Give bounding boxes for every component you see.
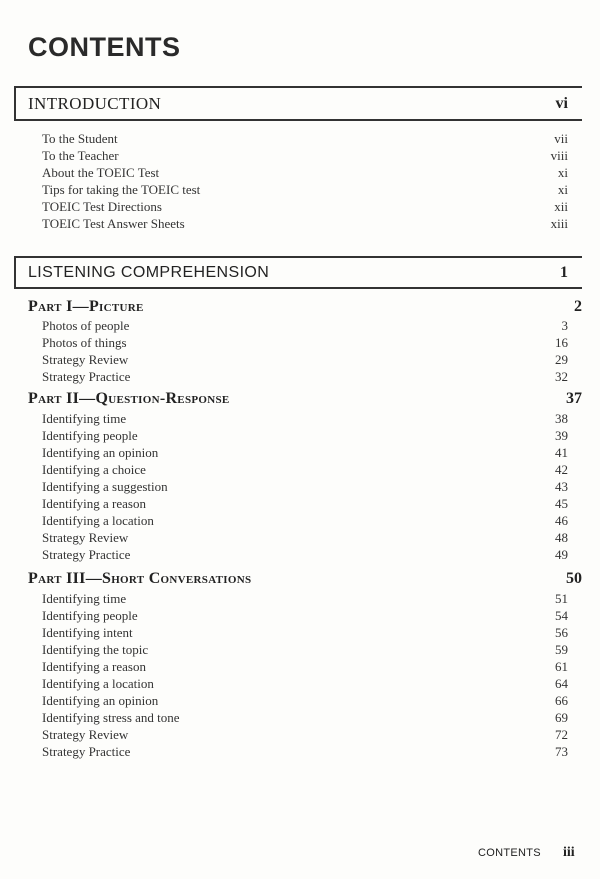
toc-entry-title: TOEIC Test Answer Sheets <box>42 216 185 231</box>
part-1-heading[interactable] <box>28 298 582 316</box>
toc-entry-title: Identifying a suggestion <box>42 479 168 494</box>
toc-entry[interactable] <box>0 335 600 352</box>
toc-entry[interactable] <box>0 411 600 428</box>
toc-entry[interactable] <box>0 625 600 642</box>
toc-entry-page: vii <box>554 131 568 146</box>
toc-entry-page: 46 <box>555 513 568 528</box>
toc-entry-title: Identifying people <box>42 608 138 623</box>
toc-entry-title: Identifying a choice <box>42 462 146 477</box>
toc-entry[interactable] <box>0 496 600 513</box>
toc-entry[interactable] <box>0 352 600 369</box>
part-3-list <box>0 591 600 761</box>
toc-entry-page: 43 <box>555 479 568 494</box>
section-introduction[interactable] <box>14 86 582 121</box>
toc-entry-title: About the TOEIC Test <box>42 165 160 180</box>
introduction-list <box>0 131 600 233</box>
footer-label: CONTENTS <box>478 847 541 859</box>
toc-entry-title: Strategy Practice <box>42 744 131 759</box>
section-listening-page: 1 <box>560 263 568 281</box>
toc-entry-page: viii <box>550 148 568 163</box>
toc-entry-page: xii <box>554 199 568 214</box>
toc-entry-title: Identifying an opinion <box>42 445 159 460</box>
toc-entry-title: TOEIC Test Directions <box>42 199 162 214</box>
part-2-label: Part II—Question-Response <box>28 390 230 407</box>
toc-entry-title: Identifying a reason <box>42 496 146 511</box>
toc-entry-page: 3 <box>561 318 568 333</box>
toc-entry[interactable] <box>0 318 600 335</box>
toc-entry-title: Strategy Review <box>42 352 129 367</box>
toc-entry[interactable] <box>0 591 600 608</box>
toc-entry[interactable] <box>0 659 600 676</box>
toc-entry-page: 45 <box>555 496 568 511</box>
toc-entry-page: 16 <box>555 335 568 350</box>
toc-entry[interactable] <box>0 182 600 199</box>
toc-entry-title: Identifying a location <box>42 513 154 528</box>
part-3-heading[interactable] <box>28 570 582 588</box>
toc-entry[interactable] <box>0 462 600 479</box>
toc-entry[interactable] <box>0 608 600 625</box>
toc-entry-page: 56 <box>555 625 568 640</box>
toc-entry[interactable] <box>0 479 600 496</box>
toc-entry-page: 66 <box>555 693 568 708</box>
part-2-heading[interactable] <box>28 390 582 408</box>
section-introduction-label: INTRODUCTION <box>28 93 162 113</box>
part-3-page: 50 <box>566 570 582 587</box>
section-introduction-page: vi <box>555 94 568 112</box>
part-3-label: Part III—Short Conversations <box>28 570 252 587</box>
toc-entry-page: 72 <box>555 727 568 742</box>
part-1-label: Part I—Picture <box>28 298 144 315</box>
toc-entry-page: 51 <box>555 591 568 606</box>
toc-entry-page: 38 <box>555 411 568 426</box>
toc-entry-page: 59 <box>555 642 568 657</box>
toc-entry[interactable] <box>0 676 600 693</box>
toc-entry-title: Identifying stress and tone <box>42 710 180 725</box>
toc-entry-title: To the Student <box>42 131 118 146</box>
toc-entry[interactable] <box>0 693 600 710</box>
toc-entry-page: 32 <box>555 369 568 384</box>
toc-entry[interactable] <box>0 148 600 165</box>
toc-entry-title: Identifying time <box>42 411 127 426</box>
part-2-list <box>0 411 600 564</box>
part-1-page: 2 <box>574 298 582 315</box>
toc-entry-title: Identifying intent <box>42 625 133 640</box>
section-listening-comprehension[interactable] <box>14 256 582 289</box>
toc-entry[interactable] <box>0 199 600 216</box>
toc-entry-title: Strategy Practice <box>42 547 131 562</box>
toc-entry-page: 61 <box>555 659 568 674</box>
part-1-list <box>0 318 600 386</box>
toc-entry-page: 64 <box>555 676 568 691</box>
toc-entry-page: 41 <box>555 445 568 460</box>
toc-entry-title: Identifying a reason <box>42 659 146 674</box>
toc-entry-title: Strategy Practice <box>42 369 131 384</box>
toc-entry-title: Photos of things <box>42 335 127 350</box>
toc-entry-page: 49 <box>555 547 568 562</box>
toc-entry[interactable] <box>0 710 600 727</box>
toc-entry-page: 42 <box>555 462 568 477</box>
toc-entry-title: Tips for taking the TOEIC test <box>42 182 201 197</box>
toc-entry[interactable] <box>0 727 600 744</box>
toc-entry[interactable] <box>0 744 600 761</box>
toc-entry-page: 69 <box>555 710 568 725</box>
toc-entry[interactable] <box>0 445 600 462</box>
toc-entry[interactable] <box>0 131 600 148</box>
toc-entry-title: Identifying a location <box>42 676 154 691</box>
toc-entry[interactable] <box>0 530 600 547</box>
toc-entry-title: Identifying time <box>42 591 127 606</box>
toc-entry-title: Strategy Review <box>42 530 129 545</box>
toc-entry-title: Strategy Review <box>42 727 129 742</box>
toc-entry[interactable] <box>0 428 600 445</box>
toc-entry[interactable] <box>0 642 600 659</box>
toc-entry[interactable] <box>0 165 600 182</box>
toc-entry-title: Identifying an opinion <box>42 693 159 708</box>
toc-entry-page: xi <box>557 165 568 180</box>
footer-page-number: iii <box>563 845 575 860</box>
toc-entry[interactable] <box>0 547 600 564</box>
page-title: CONTENTS <box>28 32 181 62</box>
toc-entry[interactable] <box>0 513 600 530</box>
toc-entry-page: 54 <box>555 608 568 623</box>
toc-entry-title: To the Teacher <box>42 148 119 163</box>
toc-entry-page: 29 <box>555 352 568 367</box>
toc-entry[interactable] <box>0 216 600 233</box>
section-listening-label: LISTENING COMPREHENSION <box>28 263 270 281</box>
part-2-page: 37 <box>566 390 582 407</box>
toc-entry-title: Identifying the topic <box>42 642 149 657</box>
toc-entry-page: xiii <box>550 216 568 231</box>
toc-entry[interactable] <box>0 369 600 386</box>
toc-entry-page: 39 <box>555 428 568 443</box>
toc-entry-page: xi <box>557 182 568 197</box>
toc-entry-title: Identifying people <box>42 428 138 443</box>
toc-entry-title: Photos of people <box>42 318 130 333</box>
toc-entry-page: 48 <box>555 530 568 545</box>
toc-entry-page: 73 <box>555 744 568 759</box>
